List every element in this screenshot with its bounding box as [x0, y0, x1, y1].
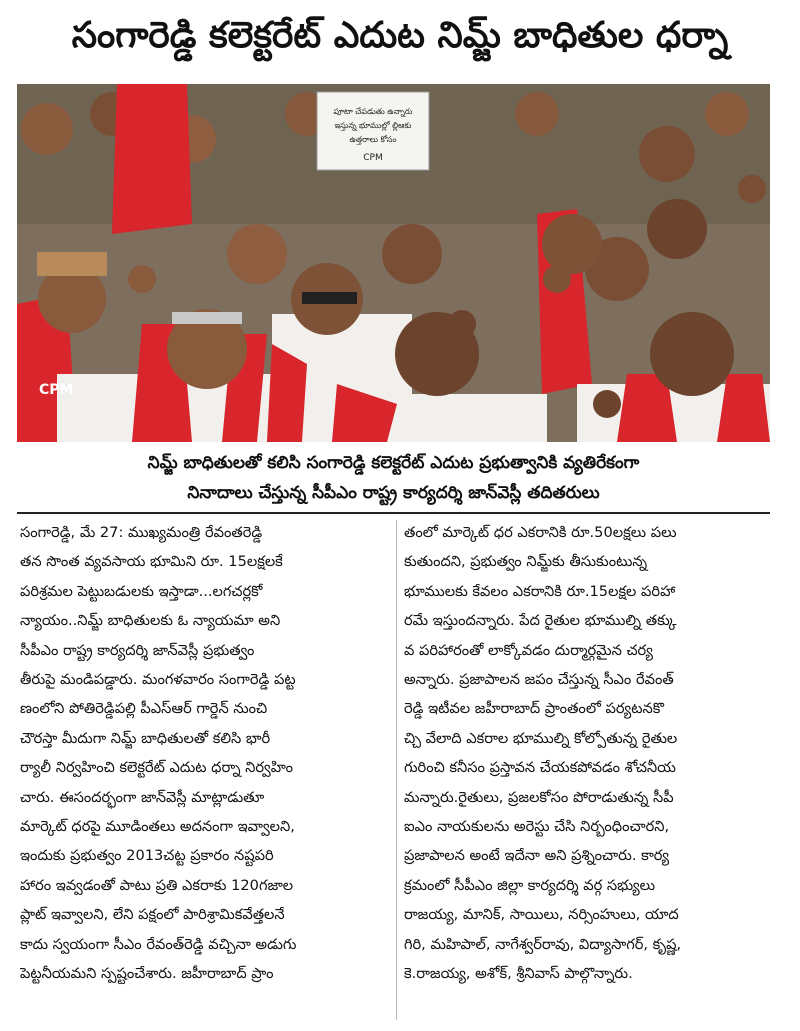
article-line: అన్నారు. ప్రజాపాలన జపం చేస్తున్న సీఎం రేవంత్: [404, 671, 674, 689]
protest-photo-illustration: [17, 84, 770, 442]
article-line: మార్కెట్ ధరపై మూడింతలు అదనంగా ఇవ్వాలని,: [20, 818, 295, 836]
article-line: భూములకు కేవలం ఎకరానికి రూ.15లక్షల పరిహా: [404, 582, 676, 600]
caption-rule: [17, 512, 770, 514]
placard-line-1: పూటా చేపడుతు ఉన్నారు: [333, 107, 413, 116]
article-line: ఐఎం నాయకులను అరెస్టు చేసి నిర్బంధించారని,: [404, 818, 670, 836]
placard-line-2: ఇస్తున్న భూముల్లో ల్లిఆకు: [334, 121, 412, 130]
article-line: చౌరస్తా మీదుగా నిమ్జ్ బాధితులతో కలిసి భారీ: [20, 729, 271, 747]
article-line: మన్నారు.రైతులు, ప్రజలకోసం పోరాడుతున్న సీపీ: [404, 788, 674, 806]
article-line: కె.రాజయ్య, అశోక్, శ్రీనివాస్ పాల్గొన్నారు.: [404, 965, 633, 983]
article-column-left: [20, 518, 395, 1023]
news-photo: [17, 84, 770, 442]
article-line: కుతుందని, ప్రభుత్వం నిమ్జ్‌కు తీసుకుంటున్న: [404, 553, 648, 571]
placard-line-4: CPM: [363, 153, 383, 163]
article-line: క్రమంలో సీపీఎం జిల్లా కార్యదర్శి వర్గ సభ్యులు: [404, 876, 656, 894]
article-line: తన సొంత వ్యవసాయ భూమిని రూ. 15లక్షలకే: [20, 553, 283, 571]
article-line: సీపీఎం రాష్ట్ర కార్యదర్శి జాన్‌వెస్లీ ప్రభుత్వం: [20, 641, 255, 659]
article-line: ణంలోని పోతిరెడ్డిపల్లి పీఎస్ఆర్ గార్డెన్ నుంచి: [20, 700, 268, 718]
article-line: గురించి కనీసం ప్రస్తావన చేయకపోవడం శోచనీయ: [404, 759, 676, 777]
caption-line-1: నిమ్జ్ బాధితులతో కలిసి సంగారెడ్డి కలెక్టరేట్ ఎదుట ప్రభుత్వానికి వ్యతిరేకంగా: [147, 453, 640, 473]
article-line: తంలో మార్కెట్ ధర ఎకరానికి రూ.50లక్షలు పలు: [404, 524, 677, 541]
article-line: పెట్టనీయమని స్పష్టంచేశారు. జహీరాబాద్ ప్రాం: [20, 965, 274, 983]
photo-caption: [17, 448, 770, 510]
column-divider: [396, 520, 397, 1020]
article-line: వ పరిహారంతో లాక్కోవడం దుర్మార్గమైన చర్య: [404, 641, 653, 659]
headline: సంగారెడ్డి కలెక్టరేట్ ఎదుట నిమ్జ్ బాధితుల ధర్నా: [71, 15, 729, 56]
article-line: రాజయ్య, మానిక్, సాయిలు, నర్సింహులు, యాద: [404, 906, 679, 924]
caption-line-2: నినాదాలు చేస్తున్న సీపీఎం రాష్ట్ర కార్యదర్శి జాన్‌వెస్లీ తదితరులు: [187, 483, 600, 503]
article-line: తీరుపై మండిపడ్డారు. మంగళవారం సంగారెడ్డి పట్ట: [20, 671, 296, 689]
article-line: పరిశ్రమల పెట్టుబడులకు ఇస్తాడా...లగచర్లకో: [20, 582, 263, 600]
article-line: ఇందుకు ప్రభుత్వం 2013చట్ట ప్రకారం నష్టపరి: [20, 847, 274, 865]
article-line: చారు. ఈసందర్భంగా జాన్‌వెస్లీ మాట్లాడుతూ: [20, 788, 265, 806]
article-line: ప్రజాపాలన అంటే ఇదేనా అని ప్రశ్నించారు. కార్య: [404, 847, 670, 865]
article-line: చ్చి వేలాది ఎకరాల భూముల్ని కోల్పోతున్న రైతుల: [404, 729, 678, 747]
article-line: న్యాయం..నిమ్జ్ బాధితులకు ఓ న్యాయమా అని: [20, 612, 281, 630]
flag-cpm-text: CPM: [39, 382, 74, 398]
article-line: ర్యాలీ నిర్వహించి కలెక్టరేట్ ఎదుట ధర్నా నిర్వహిం: [20, 759, 294, 777]
article-column-right: [404, 518, 779, 1023]
article-line: రమే ఇస్తుందన్నారు. పేద రైతుల భూముల్ని తక్కు: [404, 612, 677, 630]
article-line: సంగారెడ్డి, మే 27: ముఖ్యమంత్రి రేవంతరెడ్డి: [20, 524, 263, 541]
placard-line-3: ఉత్తరాలు కోసం: [349, 135, 397, 144]
article-line: కాదు స్వయంగా సీఎం రేవంత్‌రెడ్డి వచ్చినా అడుగు: [20, 935, 297, 953]
article-line: హారం ఇవ్వడంతో పాటు ప్రతి ఎకరాకు 120గజాల: [20, 876, 294, 894]
article-line: ప్లాట్ ఇవ్వాలని, లేని పక్షంలో పారిశ్రామికవేత్తలనే: [20, 906, 285, 924]
article-line: రెడ్డి ఇటీవల జహీరాబాద్ ప్రాంతంలో పర్యటనకొ: [404, 700, 664, 718]
article-line: గిరి, మహిపాల్, నాగేశ్వర్‌రావు, విద్యాసాగర్, కృష్ణ,: [404, 935, 682, 953]
